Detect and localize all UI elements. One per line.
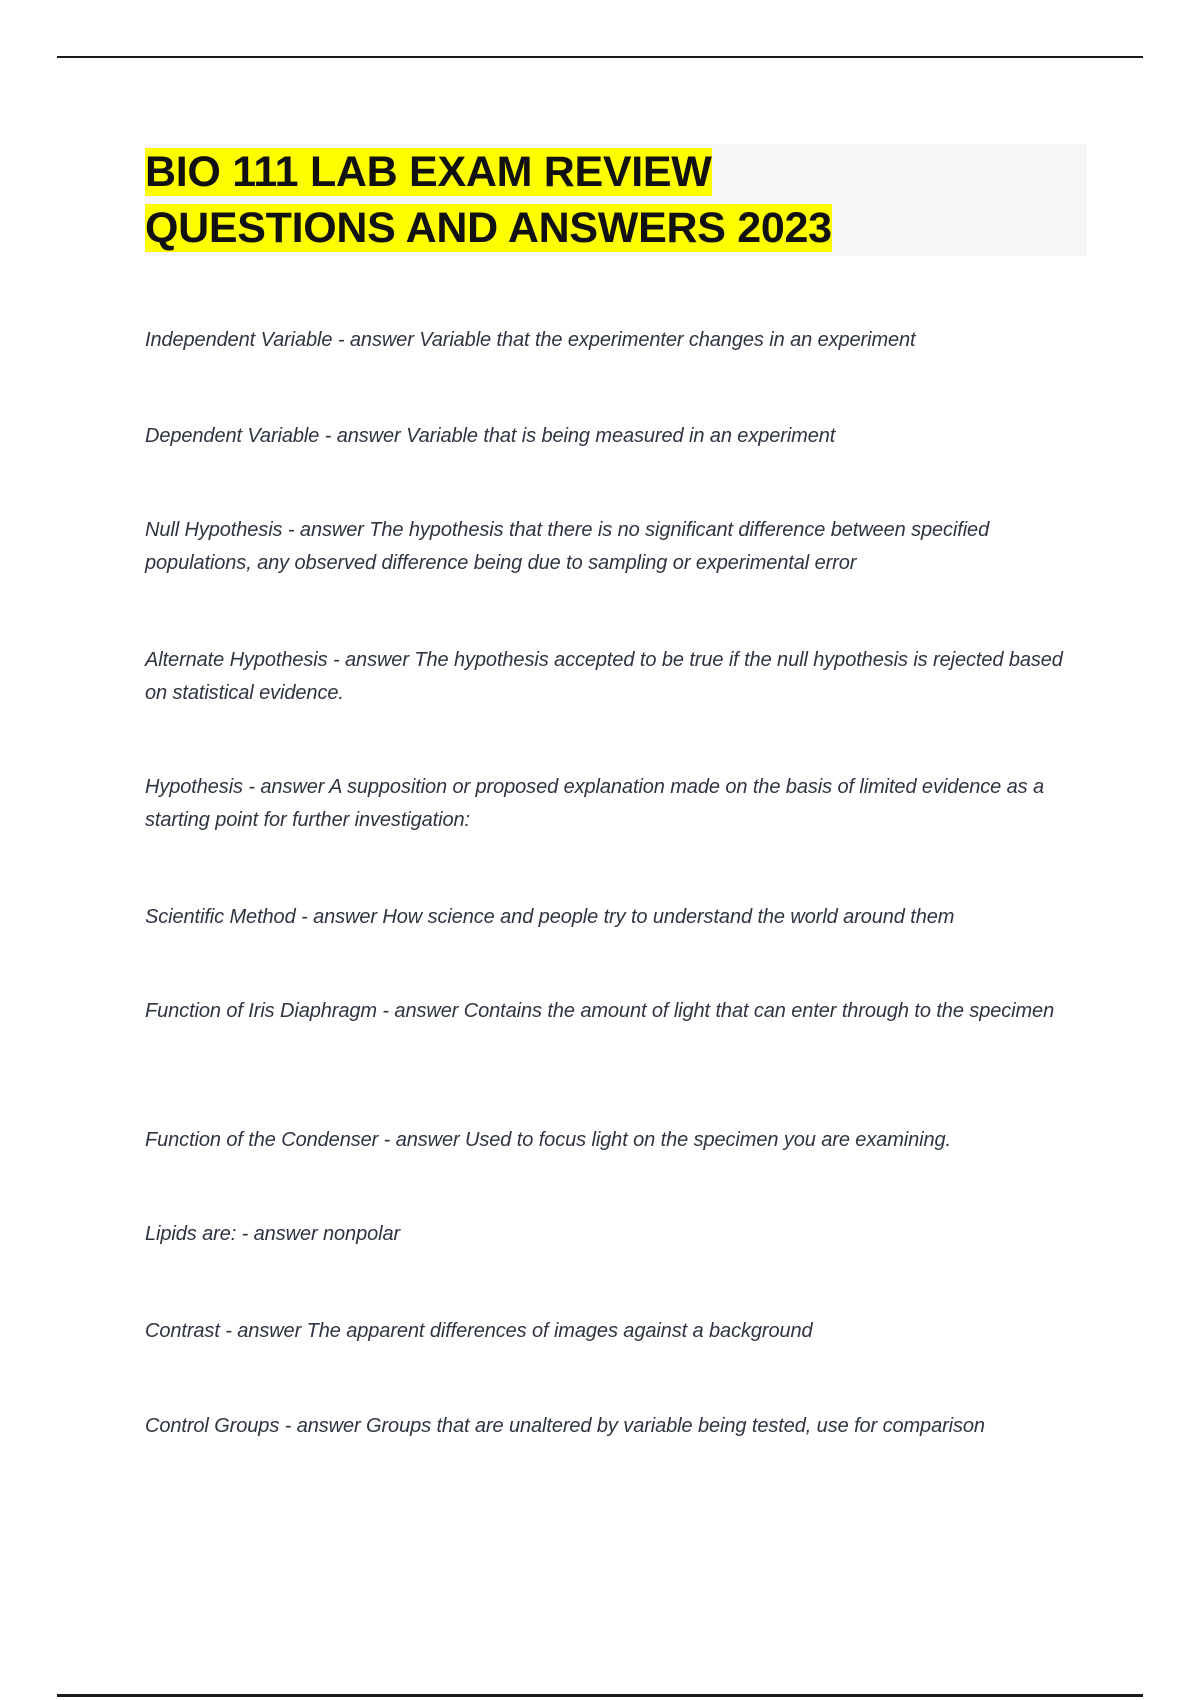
qa-answer: Variable that is being measured in an experiment: [406, 425, 836, 447]
qa-answer: Used to focus light on the specimen you are examining.: [465, 1129, 952, 1151]
qa-term: Function of the Condenser: [145, 1129, 379, 1151]
qa-answer: Groups that are unaltered by variable being tested, use for comparison: [366, 1415, 985, 1437]
qa-answer: Contains the amount of light that can enter through to the specimen: [463, 1000, 1055, 1022]
qa-item-independent-variable: [145, 324, 1090, 357]
qa-answer: The hypothesis accepted to be true if the null hypothesis is rejected based on statistical evidence.: [145, 649, 1063, 704]
qa-separator: - answer: [219, 1320, 307, 1342]
qa-item-null-hypothesis: [145, 514, 1090, 580]
qa-separator: - answer: [319, 425, 407, 447]
qa-term: Dependent Variable: [145, 425, 320, 447]
qa-separator: - answer: [242, 776, 329, 798]
page-title: [145, 144, 1045, 256]
qa-answer: nonpolar: [323, 1223, 401, 1245]
qa-separator: - answer: [376, 1000, 464, 1022]
qa-separator: - answer: [295, 906, 383, 928]
title-line-2: QUESTIONS AND ANSWERS 2023: [145, 204, 832, 252]
qa-item-alternate-hypothesis: [145, 644, 1090, 710]
qa-separator: - answer: [282, 519, 370, 541]
qa-answer: How science and people try to understand the world around them: [382, 906, 955, 928]
qa-term: Alternate Hypothesis: [145, 649, 328, 671]
qa-separator: - answer: [378, 1129, 466, 1151]
qa-answer: The hypothesis that there is no significant difference between specified populations, any observed difference being due to sampling or experimental error: [145, 519, 990, 574]
qa-item-dependent-variable: [145, 420, 1090, 453]
qa-term: Lipids are:: [145, 1223, 237, 1245]
qa-term: Independent Variable: [145, 329, 333, 351]
qa-item-condenser: [145, 1124, 1090, 1157]
qa-answer: A supposition or proposed explanation made on the basis of limited evidence as a starting point for further investigation:: [145, 776, 1045, 831]
bottom-rule: [57, 1694, 1143, 1697]
qa-term: Contrast: [145, 1320, 220, 1342]
qa-separator: - answer: [236, 1223, 323, 1245]
qa-term: Scientific Method: [145, 906, 296, 928]
qa-separator: - answer: [279, 1415, 367, 1437]
qa-term: Function of Iris Diaphragm: [145, 1000, 377, 1022]
qa-term: Null Hypothesis: [145, 519, 283, 541]
qa-item-scientific-method: [145, 901, 1090, 934]
qa-item-lipids: [145, 1218, 1090, 1251]
top-rule: [57, 56, 1143, 58]
qa-separator: - answer: [327, 649, 415, 671]
title-line-1: BIO 111 LAB EXAM REVIEW: [145, 148, 712, 196]
qa-item-contrast: [145, 1315, 1090, 1348]
qa-item-iris-diaphragm: [145, 995, 1090, 1028]
qa-item-control-groups: [145, 1410, 1090, 1443]
qa-answer: The apparent differences of images against a background: [306, 1320, 813, 1342]
qa-term: Control Groups: [145, 1415, 280, 1437]
qa-answer: Variable that the experimenter changes in an experiment: [419, 329, 916, 351]
qa-item-hypothesis: [145, 771, 1090, 837]
qa-term: Hypothesis: [145, 776, 243, 798]
qa-separator: - answer: [332, 329, 420, 351]
